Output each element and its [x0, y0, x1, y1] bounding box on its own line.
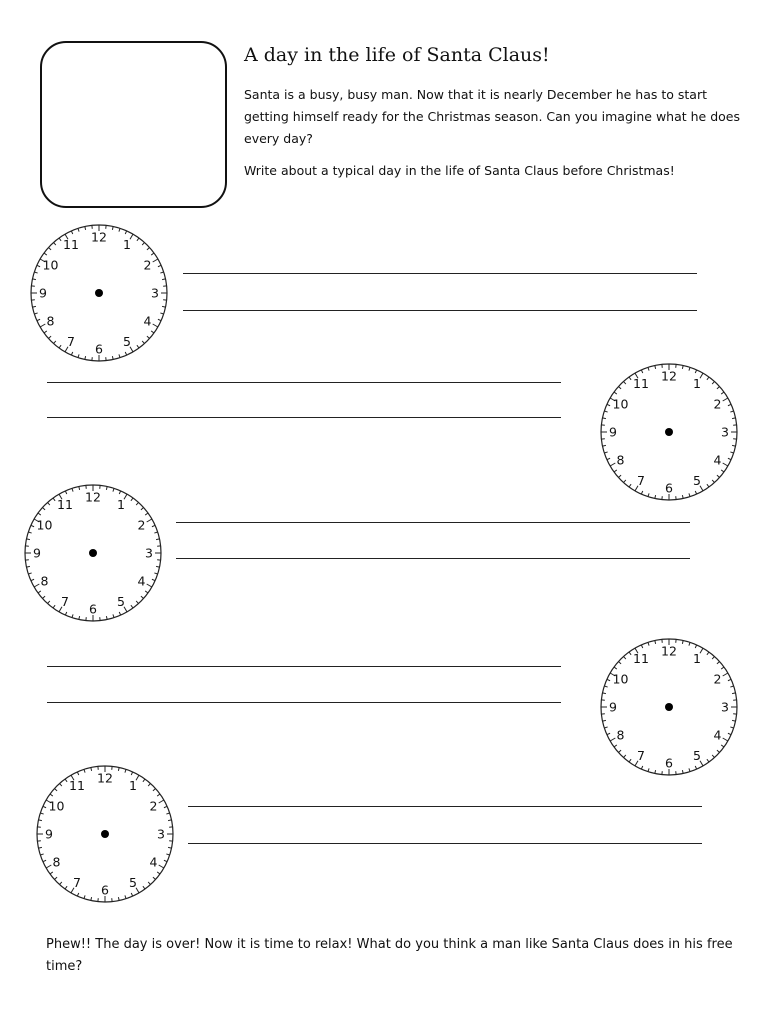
- clock-number: 11: [57, 497, 73, 513]
- clock-face-1: [27, 221, 171, 365]
- clock-number: 9: [39, 285, 47, 301]
- clock-number: 1: [123, 237, 131, 253]
- clock-center-dot: [665, 428, 673, 436]
- clock-number: 10: [48, 798, 65, 814]
- clock-number: 4: [137, 573, 146, 589]
- clock-number: 4: [713, 452, 722, 468]
- clock-number: 6: [665, 755, 673, 771]
- clock-number: 12: [661, 643, 677, 659]
- clock-face-2: [597, 360, 741, 504]
- clock-number: 5: [693, 472, 701, 488]
- clock-number: 2: [137, 517, 146, 533]
- clock-number: 8: [52, 854, 61, 870]
- clock-number: 5: [117, 593, 125, 609]
- clock-number: 1: [693, 376, 701, 392]
- writing-line[interactable]: [183, 310, 697, 311]
- clock-number: 9: [609, 699, 617, 715]
- clock-center-dot: [665, 703, 673, 711]
- clock-number: 8: [616, 452, 625, 468]
- writing-line[interactable]: [176, 558, 690, 559]
- clock-number: 3: [721, 424, 729, 440]
- clock-number: 2: [143, 257, 152, 273]
- writing-line[interactable]: [47, 417, 561, 418]
- clock-number: 12: [97, 770, 113, 786]
- clock-number: 11: [633, 651, 649, 667]
- clock-number: 11: [633, 376, 649, 392]
- clock-number: 12: [661, 368, 677, 384]
- clock-number: 2: [713, 396, 722, 412]
- clock-number: 8: [616, 727, 625, 743]
- clock-number: 6: [95, 341, 103, 357]
- clock-number: 11: [69, 778, 85, 794]
- writing-line[interactable]: [47, 382, 561, 383]
- clock-number: 6: [89, 601, 97, 617]
- clock-number: 6: [665, 480, 673, 496]
- writing-line[interactable]: [47, 666, 561, 667]
- clock-number: 1: [693, 651, 701, 667]
- clock-number: 3: [151, 285, 159, 301]
- clock-number: 1: [129, 778, 137, 794]
- clock-number: 2: [149, 798, 158, 814]
- clock-number: 12: [85, 489, 101, 505]
- clock-number: 9: [609, 424, 617, 440]
- clock-number: 5: [693, 747, 701, 763]
- writing-line[interactable]: [188, 843, 702, 844]
- writing-line[interactable]: [183, 273, 697, 274]
- clock-number: 10: [612, 671, 629, 687]
- clock-number: 7: [61, 593, 69, 609]
- clock-number: 7: [637, 472, 645, 488]
- clock-face-4: [597, 635, 741, 779]
- writing-line[interactable]: [188, 806, 702, 807]
- clock-number: 11: [63, 237, 79, 253]
- clock-number: 7: [73, 874, 81, 890]
- instruction-text: Write about a typical day in the life of Santa Claus before Christmas!: [244, 163, 675, 178]
- clock-center-dot: [95, 289, 103, 297]
- clock-number: 7: [67, 333, 75, 349]
- clock-number: 4: [143, 313, 152, 329]
- clock-number: 8: [40, 573, 49, 589]
- clock-number: 10: [42, 257, 59, 273]
- closing-question: Phew!! The day is over! Now it is time to relax! What do you think a man like Santa Claus does in his free time?: [46, 937, 733, 974]
- clock-number: 3: [157, 826, 165, 842]
- clock-number: 9: [45, 826, 53, 842]
- writing-line[interactable]: [47, 702, 561, 703]
- clock-number: 3: [721, 699, 729, 715]
- clock-number: 6: [101, 882, 109, 898]
- clock-number: 10: [36, 517, 53, 533]
- writing-line[interactable]: [176, 522, 690, 523]
- clock-number: 5: [129, 874, 137, 890]
- clock-number: 12: [91, 229, 107, 245]
- clock-center-dot: [89, 549, 97, 557]
- clock-number: 5: [123, 333, 131, 349]
- worksheet-title: A day in the life of Santa Claus!: [244, 44, 550, 66]
- clock-number: 4: [149, 854, 158, 870]
- clock-center-dot: [101, 830, 109, 838]
- clock-number: 10: [612, 396, 629, 412]
- clock-number: 9: [33, 545, 41, 561]
- clock-face-3: [21, 481, 165, 625]
- clock-number: 1: [117, 497, 125, 513]
- clock-number: 8: [46, 313, 55, 329]
- clock-number: 4: [713, 727, 722, 743]
- intro-text: Santa is a busy, busy man. Now that it is nearly December he has to start getting himself ready for the Christmas season. Can you imagine what he does every day?: [244, 87, 740, 146]
- picture-box: [40, 41, 227, 208]
- clock-face-5: [33, 762, 177, 906]
- clock-number: 2: [713, 671, 722, 687]
- clock-number: 3: [145, 545, 153, 561]
- clock-number: 7: [637, 747, 645, 763]
